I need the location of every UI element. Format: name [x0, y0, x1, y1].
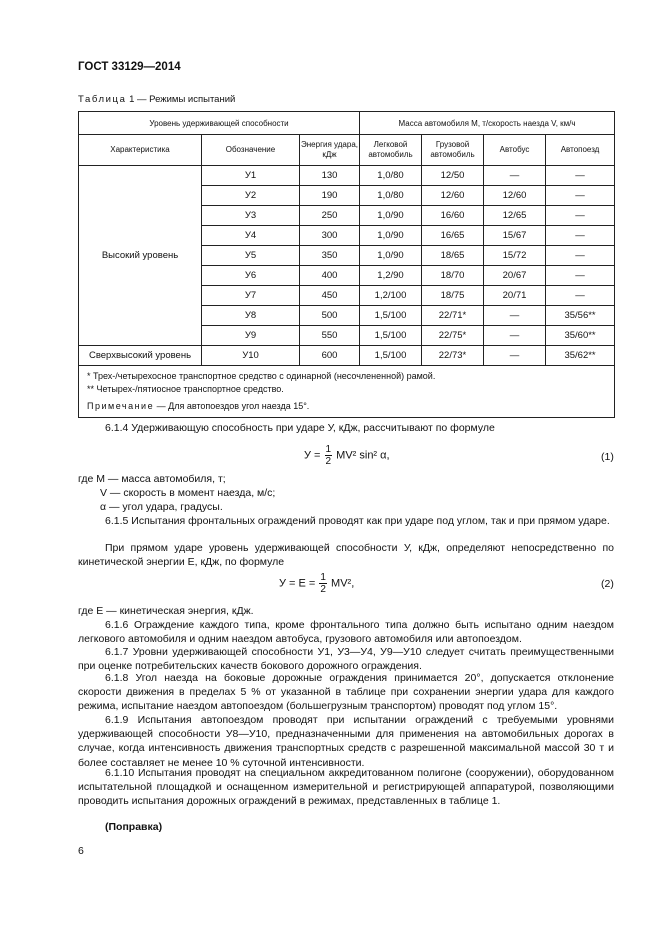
cell: 18/75: [422, 286, 484, 306]
cell: 500: [300, 306, 360, 326]
cell: —: [546, 226, 615, 246]
para-6-1-4: 6.1.4 Удерживающую способность при ударе У, кДж, рассчитывают по формуле: [105, 422, 495, 434]
cell: —: [546, 246, 615, 266]
note-label: Примечание: [87, 401, 155, 411]
cell: 35/56**: [546, 306, 615, 326]
cell: 15/72: [484, 246, 546, 266]
where-v: V — скорость в момент наезда, м/с;: [100, 487, 276, 499]
page-number: 6: [78, 845, 84, 857]
formula-2-number: (2): [601, 578, 614, 590]
cell: 18/70: [422, 266, 484, 286]
cell: У1: [202, 166, 300, 186]
formula-2-den: 2: [320, 584, 326, 595]
cell: 1,5/100: [360, 346, 422, 366]
cell: 1,0/90: [360, 206, 422, 226]
cell: 1,0/80: [360, 166, 422, 186]
cell: 1,0/80: [360, 186, 422, 206]
col-designation: Обозначение: [202, 135, 300, 166]
table-note: [87, 400, 606, 413]
col-characteristic: Характеристика: [79, 135, 202, 166]
level-super: Сверхвысокий уровень: [79, 346, 202, 366]
cell: —: [484, 346, 546, 366]
header-group-right: Масса автомобиля М, т/скорость наезда V, км/ч: [360, 112, 615, 135]
cell: 20/71: [484, 286, 546, 306]
table-caption-text: 1 — Режимы испытаний: [126, 94, 236, 105]
para-6-1-6: 6.1.6 Ограждение каждого типа, кроме фронтального типа должно быть испытано одним наездом легкового автомобиля и одним наездом автобуса, грузового автомобиля или автопоездом.: [78, 619, 614, 646]
col-truck: Грузовой автомобиль: [422, 135, 484, 166]
cell: 20/67: [484, 266, 546, 286]
cell: 350: [300, 246, 360, 266]
amendment: (Поправка): [105, 821, 163, 833]
formula-1-number: (1): [601, 451, 614, 463]
cell: —: [546, 206, 615, 226]
cell: 12/50: [422, 166, 484, 186]
formula-1-right: MV² sin² α,: [336, 449, 390, 462]
cell: —: [484, 326, 546, 346]
cell: —: [546, 166, 615, 186]
footnote-2: ** Четырех-/пятиосное транспортное средство.: [87, 384, 284, 394]
formula-2-fraction: [319, 572, 327, 595]
cell: 22/71*: [422, 306, 484, 326]
cell: —: [546, 186, 615, 206]
cell: —: [546, 286, 615, 306]
para-6-1-5b: При прямом ударе уровень удерживающей способности У, кДж, определяют непосредственно по кинетической энергии E, кДж, по формуле: [78, 542, 614, 569]
cell: У6: [202, 266, 300, 286]
header-group-left: Уровень удерживающей способности: [79, 112, 360, 135]
cell: 130: [300, 166, 360, 186]
formula-1-fraction: [325, 444, 333, 467]
cell: 12/65: [484, 206, 546, 226]
cell: 1,2/100: [360, 286, 422, 306]
para-6-1-10: 6.1.10 Испытания проводят на специальном аккредитованном полигоне (сооружении), оборудованном испытательной площадкой и оснащенном измерительной и регистрирующей аппаратурой, позволяющими проводить испытания дорожных ограждений в режимах, представленных в таблице 1.: [78, 767, 614, 808]
formula-1: [304, 444, 390, 467]
level-high: Высокий уровень: [79, 166, 202, 346]
col-car: Легковой автомобиль: [360, 135, 422, 166]
para-6-1-5: 6.1.5 Испытания фронтальных ограждений проводят как при ударе под углом, так и при прямом ударе.: [105, 515, 610, 527]
note-text: — Для автопоездов угол наезда 15°.: [154, 401, 310, 411]
cell: 1,0/90: [360, 226, 422, 246]
cell: 300: [300, 226, 360, 246]
cell: 35/60**: [546, 326, 615, 346]
cell: 22/75*: [422, 326, 484, 346]
formula-2-num: 1: [320, 572, 326, 583]
col-bus: Автобус: [484, 135, 546, 166]
para-6-1-7: 6.1.7 Уровни удерживающей способности У1, У3—У4, У9—У10 следует считать преимущественными при оценке потребительских качеств бокового дорожного ограждения.: [78, 646, 614, 673]
where-m: где M — масса автомобиля, т;: [78, 473, 226, 485]
cell: 18/65: [422, 246, 484, 266]
table-notes: [79, 366, 615, 418]
para-6-1-9: 6.1.9 Испытания автопоездом проводят при испытании ограждений с требуемыми уровнями удерживающей способности У8—У10, предназначенными для применения на автомобильных дорогах в случае, когда интенсивность движения транспортных средств с разрешенной максимальной массой 30 т и более составляет не менее 10 % суточной интенсивности.: [78, 714, 614, 769]
cell: У2: [202, 186, 300, 206]
formula-2-right: MV²,: [331, 577, 355, 590]
cell: 15/67: [484, 226, 546, 246]
formula-1-left: У =: [304, 449, 321, 462]
where-e: где E — кинетическая энергия, кДж.: [78, 605, 254, 617]
cell: —: [484, 166, 546, 186]
cell: У10: [202, 346, 300, 366]
cell: 550: [300, 326, 360, 346]
col-road-train: Автопоезд: [546, 135, 615, 166]
standard-number: ГОСТ 33129—2014: [78, 61, 181, 73]
cell: 35/62**: [546, 346, 615, 366]
formula-1-num: 1: [325, 444, 332, 455]
cell: 12/60: [422, 186, 484, 206]
cell: У8: [202, 306, 300, 326]
cell: 16/60: [422, 206, 484, 226]
cell: 450: [300, 286, 360, 306]
cell: 400: [300, 266, 360, 286]
cell: 1,0/90: [360, 246, 422, 266]
cell: 1,2/90: [360, 266, 422, 286]
cell: 1,5/100: [360, 326, 422, 346]
cell: —: [546, 266, 615, 286]
cell: У3: [202, 206, 300, 226]
table-caption-label: Таблица: [78, 94, 127, 105]
formula-2-left: У = E =: [279, 577, 316, 590]
cell: 250: [300, 206, 360, 226]
para-6-1-8: 6.1.8 Угол наезда на боковые дорожные ограждения принимается 20°, допускается отклонение скорости движения в пределах 5 % от указанной в таблице при сохранении энергии удара для каждого режима, испытание наездом автопоездом (большегрузным транспортом) проводят под углом 15°.: [78, 672, 614, 713]
cell: —: [484, 306, 546, 326]
cell: 16/65: [422, 226, 484, 246]
cell: У4: [202, 226, 300, 246]
cell: У5: [202, 246, 300, 266]
formula-2: [279, 572, 354, 595]
cell: У7: [202, 286, 300, 306]
table-caption: [78, 94, 235, 105]
cell: 12/60: [484, 186, 546, 206]
cell: 600: [300, 346, 360, 366]
cell: 22/73*: [422, 346, 484, 366]
cell: У9: [202, 326, 300, 346]
formula-1-den: 2: [325, 456, 332, 467]
col-energy: Энергия удара, кДж: [300, 135, 360, 166]
footnote-1: * Трех-/четырехосное транспортное средство с одинарной (несочлененной) рамой.: [87, 371, 436, 381]
test-modes-table: [78, 111, 615, 418]
cell: 190: [300, 186, 360, 206]
cell: 1,5/100: [360, 306, 422, 326]
where-alpha: α — угол удара, градусы.: [100, 501, 223, 513]
